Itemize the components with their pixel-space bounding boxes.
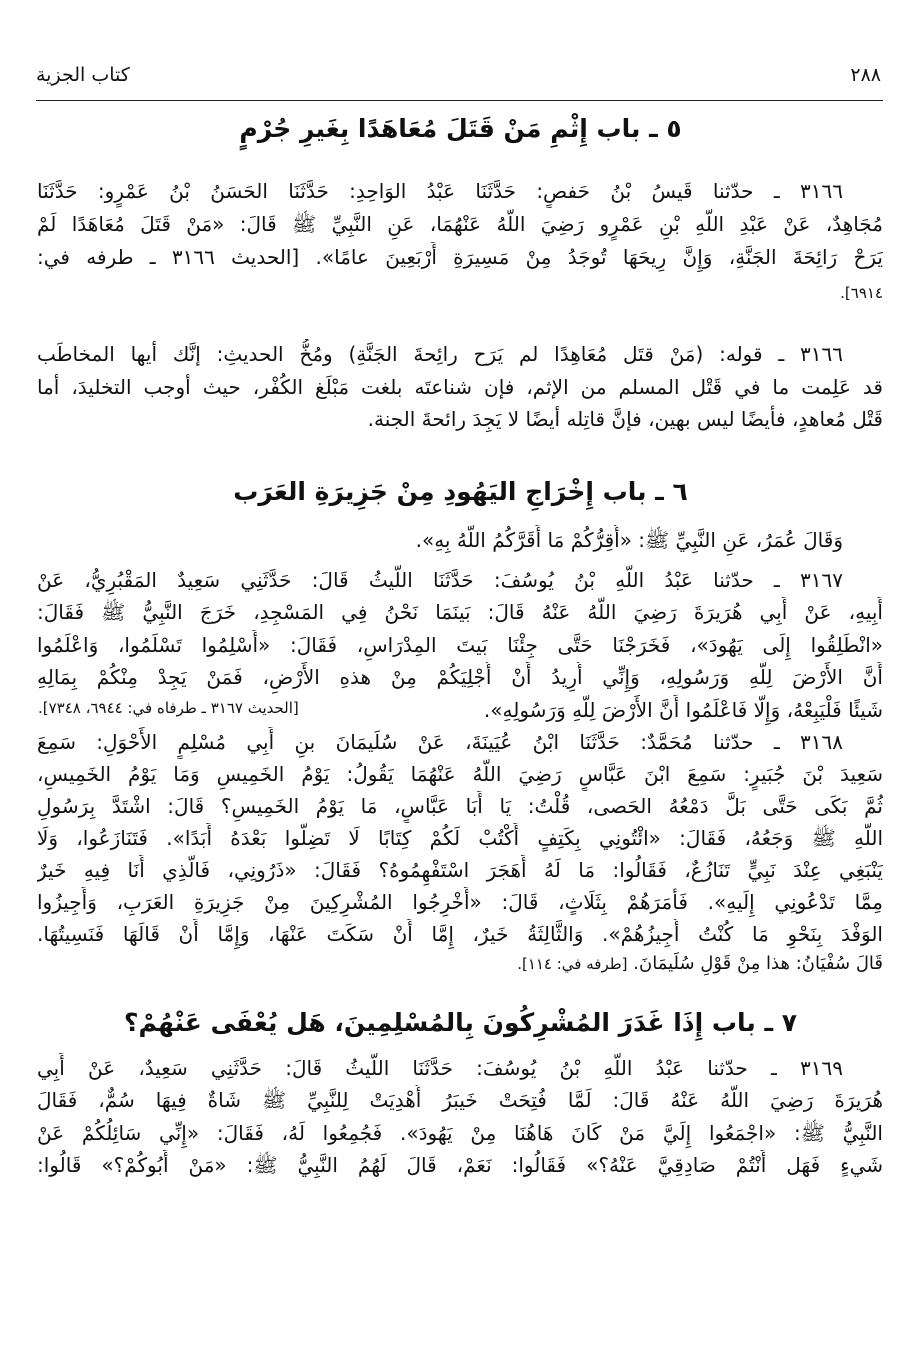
hadith-line: ٣١٦٨ ـ حدّثنا مُحَمَّدٌ: حَدَّثَنَا ابْنُ عُيَينَةَ، عَنْ سُلَيمَانَ بنِ أَبِي مُسْلِمٍ الأَحْوَلِ: سَمِعَ	[37, 730, 843, 754]
hadith-line: الوَفْدَ بِنَحْوِ مَا كُنْتُ أُجِيزُهُمْ». وَالثَّالِثَةُ خَيرٌ، إِمَّا أَنْ سَكَتَ عَنْهَا، وَإِمَّا أَنْ قَالَهَا فَنَسِيتُهَا.	[37, 922, 883, 946]
hadith-line: ٣١٦٩ ـ حدّثنا عَبْدُ اللَّهِ بْنُ يُوسُفَ: حَدَّثَنَا اللَّيثُ قَالَ: حَدَّثَنِي سَعِيدٌ، عَنْ أَبِي	[37, 1056, 843, 1080]
commentary-line: قَتْل مُعاهدٍ، فأيضًا ليس بهين، فإنَّ قاتِله أيضًا لا يَجِدَ رائحةَ الجنة.	[367, 407, 883, 431]
chapter-heading-7: ٧ ـ باب إِذَا غَدَرَ المُشْرِكُونَ بِالمُسْلِمِينَ، هَل يُعْفَى عَنْهُمْ؟	[123, 1008, 798, 1037]
hadith-line: ٣١٦٧ ـ حدّثنا عَبْدُ اللَّهِ بْنُ يُوسُفَ: حَدَّثَنَا اللَّيثُ قَالَ: حَدَّثَنِي سَعِيدٌ المَقْبُرِيُّ، عَنْ	[37, 568, 843, 592]
hadith-line: ٣١٦٦ ـ حدّثنا قَيسُ بْنُ حَفصٍ: حَدَّثَنَا عَبْدُ الوَاحِدِ: حَدَّثَنَا الحَسَنُ بْنُ عَمْرٍو: حَدَّثَنَا	[37, 179, 843, 203]
hadith-line: شَيءٍ فَهَل أَنْتُمْ صَادِقِيَّ عَنْهُ؟» فَقَالُوا: نَعَمْ، قَالَ لَهُمُ النَّبِيُّ ﷺ: «مَنْ أَبُوكُمْ؟» قَالُوا:	[37, 1153, 883, 1177]
hadith-line: أَبِيهِ، عَنْ أَبِي هُرَيرَةَ رَضِيَ اللَّهُ عَنْهُ قَالَ: بَينَمَا نَحْنُ فِي المَسْجِدِ، خَرَجَ النَّبِيُّ ﷺ فَقَالَ:	[37, 600, 883, 624]
chapter-heading-5: ٥ ـ باب إِثْمِ مَنْ قَتَلَ مُعَاهَدًا بِغَيرِ جُرْمٍ	[239, 114, 682, 143]
chapter-heading-6: ٦ ـ باب إِخْرَاجِ اليَهُودِ مِنْ جَزِيرَةِ العَرَب	[233, 477, 688, 506]
hadith-reference: [الحديث ٣١٦٧ ـ طرفاه في: ٦٩٤٤، ٧٣٤٨].	[38, 699, 299, 717]
hadith-line: هُرَيرَةَ رَضِيَ اللَّهُ عَنْهُ قَالَ: لَمَّا فُتِحَتْ خَيبَرُ أُهْدِيَتْ لِلنَّبِيِّ ﷺ شَاةٌ فِيهَا سُمٌّ، فَقَالَ	[37, 1088, 883, 1112]
hadith-line: مِمَّا تَدْعُونِي إِلَيهِ». فَأَمَرَهُمْ بِثَلَاثٍ، قَالَ: «أَخْرِجُوا المُشْرِكِينَ مِنْ جَزِيرَةِ العَرَبِ، وَأَجِيزُوا	[37, 890, 883, 914]
hadith-line: اللَّهِ ﷺ وَجَعُهُ، فَقَالَ: «ائْتُونِي بِكَتِفٍ أَكْتُبْ لَكُمْ كِتَابًا لَا تَضِلُّوا بَعْدَهُ أَبَدًا». فَتَنَازَعُوا، وَلَا	[37, 826, 883, 850]
hadith-line: النَّبِيُّ ﷺ: «اجْمَعُوا إِلَيَّ مَنْ كَانَ هَاهُنَا مِنْ يَهُودَ». فَجُمِعُوا لَهُ، فَقَالَ: «إِنِّي سَائِلُكُمْ عَنْ	[37, 1121, 883, 1145]
hadith-line	[517, 953, 883, 974]
hadith-line: مُجَاهِدٌ، عَنْ عَبْدِ اللَّهِ بْنِ عَمْرٍو رَضِيَ اللَّهُ عَنْهُمَا، عَنِ النَّبِيِّ ﷺ قَالَ: «مَنْ قَتَلَ مُعَاهَدًا لَمْ	[37, 212, 883, 236]
hadith-line: شَيئًا فَلْيَبِعْهُ، وَإِلَّا فَاعْلَمُوا أَنَّ الأَرْضَ لِلَّهِ وَرَسُولِهِ».	[483, 698, 883, 722]
running-title: كتاب الجزية	[36, 64, 130, 86]
hadith-reference: ٦٩١٤].	[840, 284, 883, 302]
hadith-line: أَنَّ الأَرْضَ لِلَّهِ وَرَسُولِهِ، وَإِنِّي أُرِيدُ أَنْ أُجْلِيَكُمْ مِنْ هذهِ الأَرْضِ، فَمَنْ يَجِدْ مِنْكُمْ بِمَالِهِ	[37, 665, 883, 689]
commentary-line: ٣١٦٦ ـ قوله: (مَنْ قتَل مُعَاهِدًا لم يَرَح رائِحةَ الجَنَّةِ) ومُخُّ الحديثِ: إنَّك أيها المخاطَب	[37, 342, 843, 366]
hadith-line: ثُمَّ بَكَى حَتَّى بَلَّ دَمْعُهُ الحَصى، قُلْتُ: يَا أَبَا عَبَّاسٍ، مَا يَوْمُ الخَمِيسِ؟ قَالَ: اشْتَدَّ بِرَسُولِ	[37, 794, 883, 818]
page-number: ٢٨٨	[850, 64, 881, 86]
hadith-line: يَرَحْ رَائِحَةَ الجَنَّةِ، وَإِنَّ رِيحَهَا تُوجَدُ مِنْ مَسِيرَةِ أَرْبَعِينَ عامًا». [الحديث ٣١٦٦ ـ طرفه في:	[37, 245, 883, 269]
commentary-line: قد عَلِمت ما في قَتْل المسلم من الإثم، فإن شناعتَه بلغت مَبْلَغ الكُفْر، حيث أوجب التخليدَ، أما	[37, 375, 883, 399]
hadith-line: «انْطَلِقُوا إِلَى يَهُودَ»، فَخَرَجْنَا حَتَّى جِئْنَا بَيتَ المِدْرَاسِ، فَقَالَ: «أَسْلِمُوا تَسْلَمُوا، وَاعْلَمُوا	[37, 633, 883, 657]
hadith-line: يَنْبَغِي عِنْدَ نَبِيٍّ تَنَازُعٌ، فَقَالُوا: مَا لَهُ أَهَجَرَ اسْتَفْهِمُوهُ؟ فَقَالَ: «ذَرُونِي، فَالَّذِي أَنَا فِيهِ خَيرٌ	[37, 858, 883, 882]
header-divider	[36, 100, 883, 101]
chapter-intro: وَقَالَ عُمَرُ، عَنِ النَّبِيِّ ﷺ: «أُقِرُّكُمْ مَا أَقَرَّكُمُ اللَّهُ بِهِ».	[415, 528, 843, 552]
hadith-reference: [طرفه في: ١١٤].	[517, 955, 628, 973]
hadith-line: سَعِيدَ بْنَ جُبَيرٍ: سَمِعَ ابْنَ عَبَّاسٍ رَضِيَ اللَّهُ عَنْهُمَا يَقُولُ: يَوْمُ الخَمِيسِ وَمَا يَوْمُ الخَمِيسِ،	[37, 762, 883, 786]
sufyan-note: قَالَ سُفْيَانُ: هذا مِنْ قَوْلِ سُلَيمَانَ.	[633, 953, 883, 974]
